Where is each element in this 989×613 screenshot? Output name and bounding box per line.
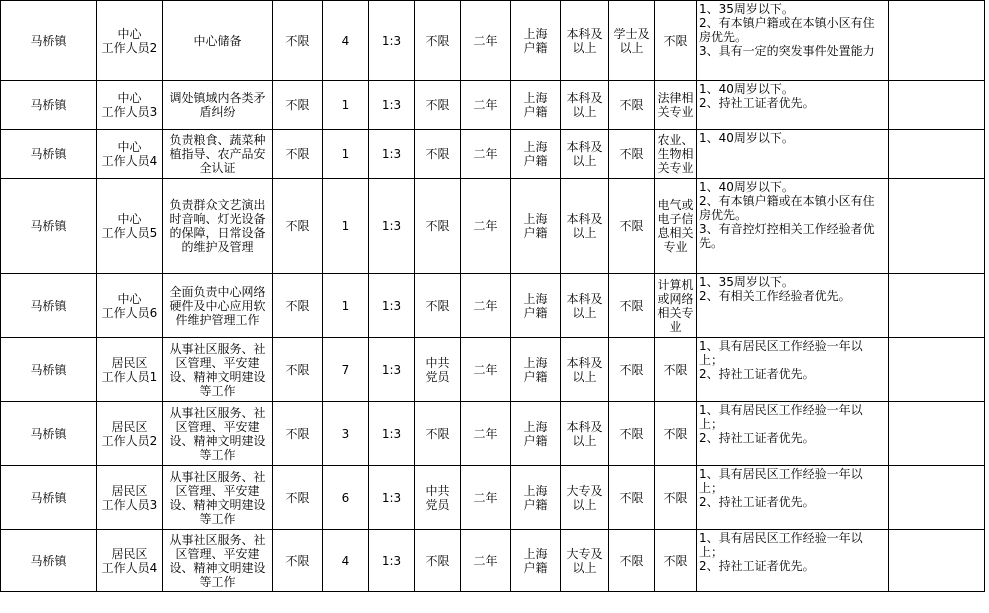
table-row xyxy=(1,179,985,274)
ratio-cell: 1:3 xyxy=(369,1,415,81)
major-cell: 农业、 生物相 关专业 xyxy=(655,130,697,179)
education-cell: 本科及 以上 xyxy=(561,402,609,466)
requirement-line: 1、35周岁以下。 xyxy=(699,275,794,289)
duty-cell: 从事社区服务、社区管理、平安建设、精神文明建设等工作 xyxy=(163,530,273,592)
requirements-cell xyxy=(697,130,889,179)
ratio-cell: 1:3 xyxy=(369,81,415,130)
age-cell: 不限 xyxy=(273,1,323,81)
years-cell: 二年 xyxy=(461,130,511,179)
age-cell: 不限 xyxy=(273,179,323,274)
ratio-cell: 1:3 xyxy=(369,466,415,530)
years-cell: 二年 xyxy=(461,81,511,130)
remarks-cell xyxy=(889,1,985,81)
table-row xyxy=(1,530,985,592)
years-cell: 二年 xyxy=(461,530,511,592)
requirement-line: 2、有相关工作经验者优先。 xyxy=(699,289,851,303)
requirement-line: 2、持社工证者优先。 xyxy=(699,495,815,509)
political-cell: 中共 党员 xyxy=(415,338,461,402)
table-row xyxy=(1,338,985,402)
age-cell: 不限 xyxy=(273,530,323,592)
position-cell: 居民区 工作人员3 xyxy=(97,466,163,530)
count-cell: 1 xyxy=(323,179,369,274)
requirement-line: 1、40周岁以下。 xyxy=(699,131,794,145)
requirement-line: 1、具有居民区工作经验一年以上； xyxy=(699,403,863,431)
degree-cell: 不限 xyxy=(609,530,655,592)
position-cell: 中心 工作人员6 xyxy=(97,274,163,338)
unit-cell: 马桥镇 xyxy=(1,274,97,338)
unit-cell: 马桥镇 xyxy=(1,179,97,274)
remarks-cell xyxy=(889,81,985,130)
degree-cell: 不限 xyxy=(609,81,655,130)
years-cell: 二年 xyxy=(461,466,511,530)
degree-cell: 不限 xyxy=(609,179,655,274)
remarks-cell xyxy=(889,130,985,179)
education-cell: 本科及 以上 xyxy=(561,179,609,274)
major-cell: 电气或 电子信 息相关 专业 xyxy=(655,179,697,274)
political-cell: 不限 xyxy=(415,274,461,338)
count-cell: 1 xyxy=(323,81,369,130)
political-cell: 不限 xyxy=(415,130,461,179)
table-row xyxy=(1,1,985,81)
ratio-cell: 1:3 xyxy=(369,530,415,592)
requirement-line: 2、持社工证者优先。 xyxy=(699,559,815,573)
count-cell: 4 xyxy=(323,530,369,592)
requirement-line: 2、有本镇户籍或在本镇小区有住房优先。 xyxy=(699,16,875,44)
count-cell: 6 xyxy=(323,466,369,530)
ratio-cell: 1:3 xyxy=(369,274,415,338)
count-cell: 7 xyxy=(323,338,369,402)
requirements-cell xyxy=(697,466,889,530)
requirement-line: 1、具有居民区工作经验一年以上； xyxy=(699,339,863,367)
hukou-cell: 上海 户籍 xyxy=(511,402,561,466)
years-cell: 二年 xyxy=(461,338,511,402)
degree-cell: 不限 xyxy=(609,130,655,179)
duty-cell: 调处镇域内各类矛盾纠纷 xyxy=(163,81,273,130)
age-cell: 不限 xyxy=(273,402,323,466)
hukou-cell: 上海 户籍 xyxy=(511,530,561,592)
requirement-line: 2、持社工证者优先。 xyxy=(699,431,815,445)
remarks-cell xyxy=(889,274,985,338)
education-cell: 本科及 以上 xyxy=(561,274,609,338)
requirements-cell xyxy=(697,530,889,592)
position-cell: 居民区 工作人员2 xyxy=(97,402,163,466)
unit-cell: 马桥镇 xyxy=(1,338,97,402)
table-row xyxy=(1,81,985,130)
requirement-line: 2、持社工证者优先。 xyxy=(699,96,815,110)
table-row xyxy=(1,274,985,338)
requirement-line: 3、具有一定的突发事件处置能力 xyxy=(699,44,875,58)
requirement-line: 1、40周岁以下。 xyxy=(699,82,794,96)
education-cell: 本科及 以上 xyxy=(561,1,609,81)
requirement-line: 1、具有居民区工作经验一年以上； xyxy=(699,467,863,495)
position-cell: 中心 工作人员2 xyxy=(97,1,163,81)
unit-cell: 马桥镇 xyxy=(1,530,97,592)
major-cell: 不限 xyxy=(655,1,697,81)
political-cell: 不限 xyxy=(415,530,461,592)
duty-cell: 负责群众文艺演出时音响、灯光设备的保障，日常设备的维护及管理 xyxy=(163,179,273,274)
table-row xyxy=(1,402,985,466)
hukou-cell: 上海 户籍 xyxy=(511,1,561,81)
unit-cell: 马桥镇 xyxy=(1,402,97,466)
position-cell: 居民区 工作人员1 xyxy=(97,338,163,402)
major-cell: 法律相 关专业 xyxy=(655,81,697,130)
table-row xyxy=(1,130,985,179)
position-cell: 居民区 工作人员4 xyxy=(97,530,163,592)
requirement-line: 2、持社工证者优先。 xyxy=(699,367,815,381)
duty-cell: 从事社区服务、社区管理、平安建设、精神文明建设等工作 xyxy=(163,466,273,530)
requirements-cell xyxy=(697,179,889,274)
remarks-cell xyxy=(889,402,985,466)
requirement-line: 3、有音控灯控相关工作经验者优先。 xyxy=(699,222,875,250)
requirements-cell xyxy=(697,402,889,466)
table-row xyxy=(1,466,985,530)
education-cell: 本科及 以上 xyxy=(561,130,609,179)
major-cell: 不限 xyxy=(655,402,697,466)
age-cell: 不限 xyxy=(273,466,323,530)
degree-cell: 不限 xyxy=(609,402,655,466)
major-cell: 不限 xyxy=(655,466,697,530)
requirements-cell xyxy=(697,274,889,338)
ratio-cell: 1:3 xyxy=(369,179,415,274)
duty-cell: 从事社区服务、社区管理、平安建设、精神文明建设等工作 xyxy=(163,402,273,466)
duty-cell: 中心储备 xyxy=(163,1,273,81)
unit-cell: 马桥镇 xyxy=(1,81,97,130)
education-cell: 本科及 以上 xyxy=(561,338,609,402)
requirement-line: 1、35周岁以下。 xyxy=(699,2,794,16)
position-cell: 中心 工作人员3 xyxy=(97,81,163,130)
ratio-cell: 1:3 xyxy=(369,402,415,466)
age-cell: 不限 xyxy=(273,274,323,338)
hukou-cell: 上海 户籍 xyxy=(511,179,561,274)
duty-cell: 从事社区服务、社区管理、平安建设、精神文明建设等工作 xyxy=(163,338,273,402)
unit-cell: 马桥镇 xyxy=(1,466,97,530)
unit-cell: 马桥镇 xyxy=(1,1,97,81)
count-cell: 3 xyxy=(323,402,369,466)
count-cell: 1 xyxy=(323,274,369,338)
age-cell: 不限 xyxy=(273,81,323,130)
major-cell: 不限 xyxy=(655,338,697,402)
years-cell: 二年 xyxy=(461,274,511,338)
degree-cell: 不限 xyxy=(609,338,655,402)
degree-cell: 学士及 以上 xyxy=(609,1,655,81)
education-cell: 本科及 以上 xyxy=(561,81,609,130)
ratio-cell: 1:3 xyxy=(369,338,415,402)
duty-cell: 全面负责中心网络硬件及中心应用软件维护管理工作 xyxy=(163,274,273,338)
education-cell: 大专及 以上 xyxy=(561,466,609,530)
unit-cell: 马桥镇 xyxy=(1,130,97,179)
political-cell: 不限 xyxy=(415,402,461,466)
hukou-cell: 上海 户籍 xyxy=(511,81,561,130)
political-cell: 中共 党员 xyxy=(415,466,461,530)
requirements-cell xyxy=(697,81,889,130)
degree-cell: 不限 xyxy=(609,466,655,530)
political-cell: 不限 xyxy=(415,179,461,274)
years-cell: 二年 xyxy=(461,179,511,274)
requirement-line: 1、40周岁以下。 xyxy=(699,180,794,194)
count-cell: 1 xyxy=(323,130,369,179)
duty-cell: 负责粮食、蔬菜种植指导、农产品安全认证 xyxy=(163,130,273,179)
hukou-cell: 上海 户籍 xyxy=(511,338,561,402)
hukou-cell: 上海 户籍 xyxy=(511,274,561,338)
years-cell: 二年 xyxy=(461,402,511,466)
age-cell: 不限 xyxy=(273,338,323,402)
years-cell: 二年 xyxy=(461,1,511,81)
requirements-cell xyxy=(697,338,889,402)
requirements-cell xyxy=(697,1,889,81)
political-cell: 不限 xyxy=(415,1,461,81)
ratio-cell: 1:3 xyxy=(369,130,415,179)
requirement-line: 1、具有居民区工作经验一年以上； xyxy=(699,531,863,559)
remarks-cell xyxy=(889,179,985,274)
hukou-cell: 上海 户籍 xyxy=(511,466,561,530)
remarks-cell xyxy=(889,530,985,592)
hukou-cell: 上海 户籍 xyxy=(511,130,561,179)
remarks-cell xyxy=(889,338,985,402)
position-cell: 中心 工作人员5 xyxy=(97,179,163,274)
major-cell: 计算机 或网络 相关专 业 xyxy=(655,274,697,338)
education-cell: 大专及 以上 xyxy=(561,530,609,592)
position-cell: 中心 工作人员4 xyxy=(97,130,163,179)
count-cell: 4 xyxy=(323,1,369,81)
requirement-line: 2、有本镇户籍或在本镇小区有住房优先。 xyxy=(699,194,875,222)
age-cell: 不限 xyxy=(273,130,323,179)
major-cell: 不限 xyxy=(655,530,697,592)
remarks-cell xyxy=(889,466,985,530)
degree-cell: 不限 xyxy=(609,274,655,338)
political-cell: 不限 xyxy=(415,81,461,130)
